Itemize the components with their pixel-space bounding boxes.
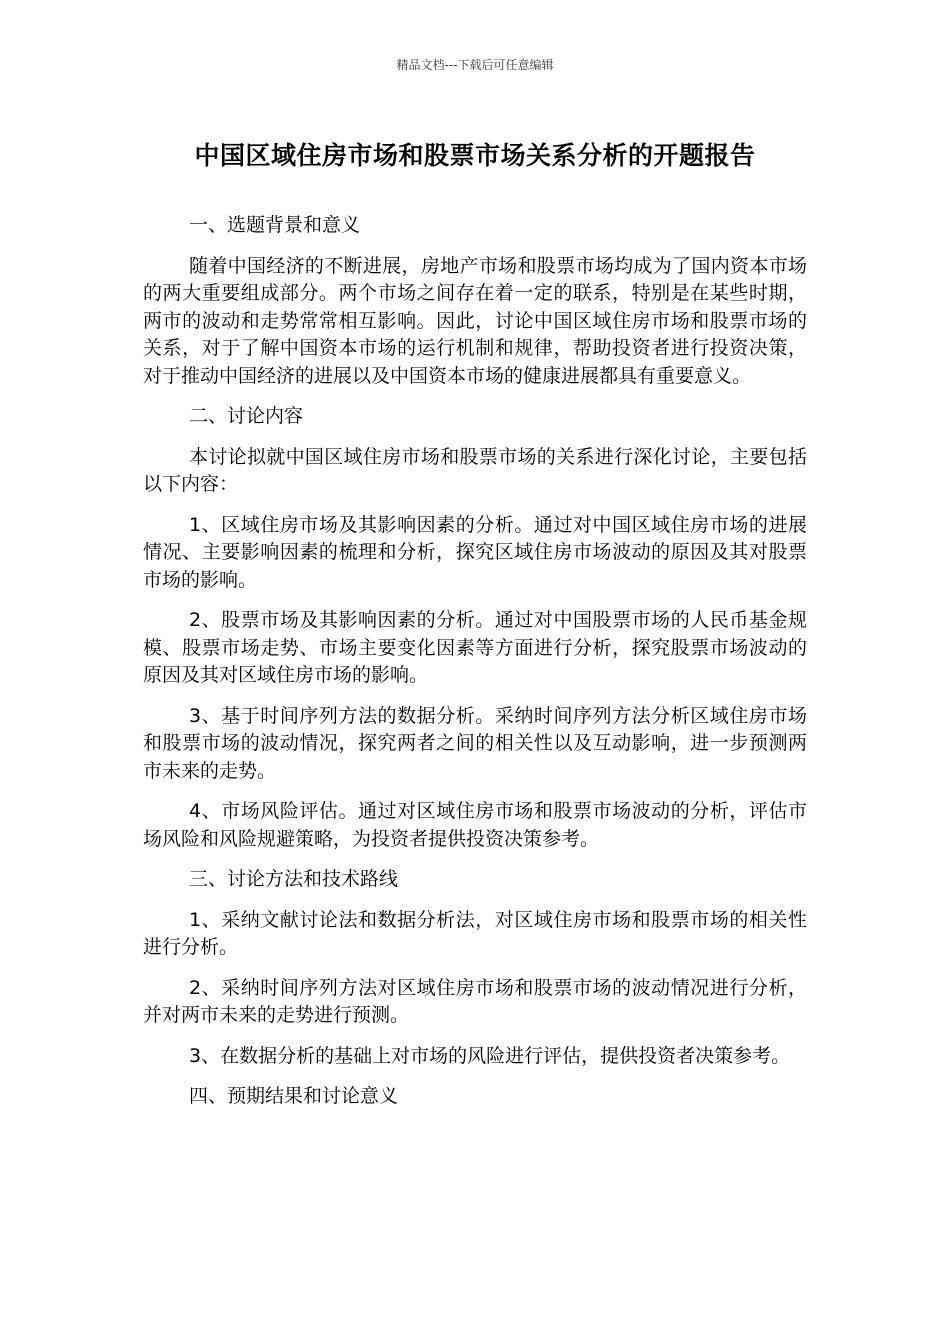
document-title: 中国区域住房市场和股票市场关系分析的开题报告 [194, 141, 756, 170]
document-body [143, 212, 807, 1111]
paragraph-content-item-2: 2、股票市场及其影响因素的分析。通过对中国股票市场的人民币基金规模、股票市场走势、市场主要变化因素等方面进行分析，探究股票市场波动的原因及其对区域住房市场的影响。 [143, 609, 807, 686]
section-heading-background: 一、选题背景和意义 [189, 214, 361, 236]
paragraph-method-2: 2、采纳时间序列方法对区域住房市场和股票市场的波动情况进行分析，并对两市未来的走势进行预测。 [143, 976, 807, 1026]
section-heading-methods: 三、讨论方法和技术路线 [189, 868, 399, 890]
paragraph-content-item-1: 1、区域住房市场及其影响因素的分析。通过对中国区域住房市场的进展情况、主要影响因素的梳理和分析，探究区域住房市场波动的原因及其对股票市场的影响。 [143, 513, 807, 591]
section-heading-content: 二、讨论内容 [189, 405, 304, 427]
paragraph-method-1: 1、采纳文献讨论法和数据分析法，对区域住房市场和股票市场的相关性进行分析。 [143, 908, 807, 958]
section-heading-expected-results: 四、预期结果和讨论意义 [189, 1085, 399, 1107]
paragraph-content-intro: 本讨论拟就中国区域住房市场和股票市场的关系进行深化讨论，主要包括以下内容： [143, 445, 807, 495]
page-header-note: 精品文档---下载后可任意编辑 [396, 58, 554, 72]
paragraph-method-3: 3、在数据分析的基础上对市场的风险进行评估，提供投资者决策参考。 [189, 1044, 791, 1067]
paragraph-content-item-3: 3、基于时间序列方法的数据分析。采纳时间序列方法分析区域住房市场和股票市场的波动情况，探究两者之间的相关性以及互动影响，进一步预测两市未来的走势。 [143, 704, 807, 782]
paragraph-background: 随着中国经济的不断进展，房地产市场和股票市场均成为了国内资本市场的两大重要组成部分。两个市场之间存在着一定的联系，特别是在某些时期，两市的波动和走势常常相互影响。因此，讨论中国区域住房市场和股票市场的关系，对于了解中国资本市场的运行机制和规律，帮助投资者进行投资决策，对于推动中国经济的进展以及中国资本市场的健康进展都具有重要意义。 [143, 254, 807, 387]
paragraph-content-item-4: 4、市场风险评估。通过对区域住房市场和股票市场波动的分析，评估市场风险和风险规避策略，为投资者提供投资决策参考。 [143, 800, 807, 850]
